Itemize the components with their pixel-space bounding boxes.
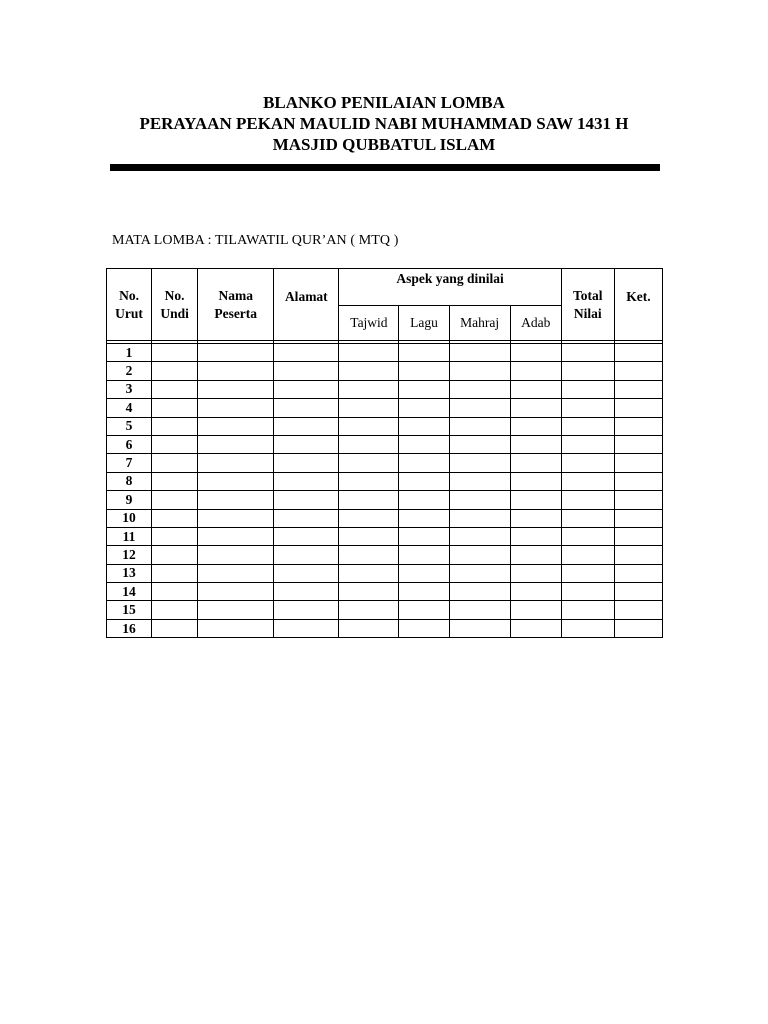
score-cell[interactable] bbox=[399, 583, 449, 601]
score-cell[interactable] bbox=[274, 454, 339, 472]
score-cell[interactable] bbox=[449, 564, 510, 582]
score-cell[interactable] bbox=[510, 509, 561, 527]
score-cell[interactable] bbox=[274, 527, 339, 545]
score-cell[interactable] bbox=[274, 601, 339, 619]
table-row bbox=[107, 435, 663, 453]
score-cell[interactable] bbox=[449, 472, 510, 490]
score-cell[interactable] bbox=[198, 527, 274, 545]
header-mahraj: Mahraj bbox=[449, 306, 510, 341]
score-cell[interactable] bbox=[561, 546, 614, 564]
score-cell[interactable] bbox=[152, 454, 198, 472]
form-header bbox=[0, 92, 768, 155]
header-nama-peserta bbox=[198, 269, 274, 341]
row-number: 16 bbox=[107, 619, 152, 637]
score-cell[interactable] bbox=[339, 399, 399, 417]
header-no-undi-line2: Undi bbox=[160, 305, 189, 321]
row-number: 4 bbox=[107, 399, 152, 417]
score-cell[interactable] bbox=[198, 417, 274, 435]
score-cell[interactable] bbox=[339, 362, 399, 380]
score-cell[interactable] bbox=[152, 380, 198, 398]
score-cell[interactable] bbox=[399, 362, 449, 380]
score-cell[interactable] bbox=[449, 435, 510, 453]
score-cell[interactable] bbox=[449, 399, 510, 417]
score-cell[interactable] bbox=[614, 362, 662, 380]
score-cell[interactable] bbox=[614, 435, 662, 453]
score-cell[interactable] bbox=[198, 546, 274, 564]
score-cell[interactable] bbox=[561, 472, 614, 490]
table-row bbox=[107, 380, 663, 398]
table-row bbox=[107, 344, 663, 362]
score-cell[interactable] bbox=[399, 435, 449, 453]
header-alamat bbox=[274, 269, 339, 341]
score-cell[interactable] bbox=[449, 619, 510, 637]
row-number: 11 bbox=[107, 527, 152, 545]
score-cell[interactable] bbox=[561, 362, 614, 380]
score-cell[interactable] bbox=[274, 564, 339, 582]
score-cell[interactable] bbox=[449, 417, 510, 435]
score-cell[interactable] bbox=[510, 546, 561, 564]
score-cell[interactable] bbox=[399, 491, 449, 509]
score-cell[interactable] bbox=[198, 583, 274, 601]
score-cell[interactable] bbox=[152, 344, 198, 362]
header-divider bbox=[110, 164, 660, 171]
score-cell[interactable] bbox=[198, 399, 274, 417]
score-cell[interactable] bbox=[198, 619, 274, 637]
score-cell[interactable] bbox=[339, 435, 399, 453]
header-no-undi bbox=[152, 269, 198, 341]
score-cell[interactable] bbox=[152, 527, 198, 545]
header-total-nilai bbox=[561, 269, 614, 341]
header-no-urut-line1: No. bbox=[119, 287, 139, 303]
score-cell[interactable] bbox=[399, 527, 449, 545]
score-cell[interactable] bbox=[152, 362, 198, 380]
header-aspek: Aspek yang dinilai bbox=[339, 269, 561, 306]
score-cell[interactable] bbox=[561, 417, 614, 435]
score-cell[interactable] bbox=[449, 454, 510, 472]
score-cell[interactable] bbox=[152, 546, 198, 564]
score-cell[interactable] bbox=[614, 417, 662, 435]
score-cell[interactable] bbox=[561, 564, 614, 582]
row-number: 15 bbox=[107, 601, 152, 619]
score-cell[interactable] bbox=[198, 362, 274, 380]
score-cell[interactable] bbox=[561, 583, 614, 601]
score-cell[interactable] bbox=[510, 380, 561, 398]
score-cell[interactable] bbox=[510, 564, 561, 582]
score-cell[interactable] bbox=[274, 417, 339, 435]
score-cell[interactable] bbox=[339, 380, 399, 398]
score-cell[interactable] bbox=[274, 619, 339, 637]
header-nama-line2: Peserta bbox=[214, 305, 258, 321]
row-number: 8 bbox=[107, 472, 152, 490]
score-cell[interactable] bbox=[561, 399, 614, 417]
score-cell[interactable] bbox=[152, 491, 198, 509]
score-cell[interactable] bbox=[274, 472, 339, 490]
score-cell[interactable] bbox=[198, 454, 274, 472]
score-cell[interactable] bbox=[561, 435, 614, 453]
header-no-undi-line1: No. bbox=[164, 287, 185, 303]
score-cell[interactable] bbox=[152, 472, 198, 490]
score-cell[interactable] bbox=[510, 417, 561, 435]
row-number: 5 bbox=[107, 417, 152, 435]
score-cell[interactable] bbox=[152, 435, 198, 453]
score-cell[interactable] bbox=[614, 472, 662, 490]
score-cell[interactable] bbox=[339, 509, 399, 527]
score-cell[interactable] bbox=[510, 454, 561, 472]
score-cell[interactable] bbox=[614, 509, 662, 527]
score-cell[interactable] bbox=[274, 380, 339, 398]
score-cell[interactable] bbox=[274, 491, 339, 509]
score-cell[interactable] bbox=[274, 546, 339, 564]
scoring-table bbox=[106, 268, 663, 638]
score-cell[interactable] bbox=[198, 435, 274, 453]
score-cell[interactable] bbox=[399, 380, 449, 398]
header-tajwid: Tajwid bbox=[339, 306, 399, 341]
row-number: 3 bbox=[107, 380, 152, 398]
score-cell[interactable] bbox=[274, 344, 339, 362]
score-cell[interactable] bbox=[449, 380, 510, 398]
score-cell[interactable] bbox=[399, 601, 449, 619]
score-cell[interactable] bbox=[510, 344, 561, 362]
score-cell[interactable] bbox=[561, 344, 614, 362]
header-nama-line1: Nama bbox=[218, 287, 253, 303]
header-no-urut-line2: Urut bbox=[115, 305, 143, 321]
row-number: 1 bbox=[107, 344, 152, 362]
score-cell[interactable] bbox=[510, 399, 561, 417]
score-cell[interactable] bbox=[510, 472, 561, 490]
score-cell[interactable] bbox=[449, 491, 510, 509]
score-cell[interactable] bbox=[614, 491, 662, 509]
table-row bbox=[107, 417, 663, 435]
score-cell[interactable] bbox=[198, 564, 274, 582]
score-cell[interactable] bbox=[614, 601, 662, 619]
table-row bbox=[107, 472, 663, 490]
score-cell[interactable] bbox=[339, 619, 399, 637]
row-number: 2 bbox=[107, 362, 152, 380]
score-cell[interactable] bbox=[274, 362, 339, 380]
form-title: BLANKO PENILAIAN LOMBA bbox=[263, 93, 505, 112]
score-cell[interactable] bbox=[339, 344, 399, 362]
score-cell[interactable] bbox=[399, 472, 449, 490]
score-cell[interactable] bbox=[152, 601, 198, 619]
score-cell[interactable] bbox=[152, 564, 198, 582]
score-cell[interactable] bbox=[449, 601, 510, 619]
score-cell[interactable] bbox=[449, 546, 510, 564]
score-cell[interactable] bbox=[399, 344, 449, 362]
header-adab: Adab bbox=[510, 306, 561, 341]
score-cell[interactable] bbox=[152, 399, 198, 417]
score-cell[interactable] bbox=[152, 583, 198, 601]
score-cell[interactable] bbox=[561, 619, 614, 637]
score-cell[interactable] bbox=[274, 399, 339, 417]
score-cell[interactable] bbox=[614, 564, 662, 582]
score-cell[interactable] bbox=[614, 619, 662, 637]
header-lagu: Lagu bbox=[399, 306, 449, 341]
score-cell[interactable] bbox=[510, 583, 561, 601]
row-number: 9 bbox=[107, 491, 152, 509]
score-cell[interactable] bbox=[510, 619, 561, 637]
score-cell[interactable] bbox=[274, 509, 339, 527]
table-row bbox=[107, 362, 663, 380]
header-ket bbox=[614, 269, 662, 341]
score-cell[interactable] bbox=[614, 583, 662, 601]
score-cell[interactable] bbox=[339, 454, 399, 472]
score-cell[interactable] bbox=[152, 417, 198, 435]
score-cell[interactable] bbox=[449, 362, 510, 380]
header-total-line1: Total bbox=[573, 287, 603, 303]
score-cell[interactable] bbox=[449, 509, 510, 527]
table-row bbox=[107, 564, 663, 582]
header-ket-label: Ket. bbox=[626, 289, 651, 304]
score-cell[interactable] bbox=[399, 454, 449, 472]
score-cell[interactable] bbox=[561, 380, 614, 398]
event-title: PERAYAAN PEKAN MAULID NABI MUHAMMAD SAW 1431 H bbox=[139, 114, 629, 133]
score-cell[interactable] bbox=[399, 564, 449, 582]
score-cell[interactable] bbox=[198, 472, 274, 490]
row-number: 6 bbox=[107, 435, 152, 453]
score-cell[interactable] bbox=[198, 509, 274, 527]
score-cell[interactable] bbox=[339, 546, 399, 564]
score-cell[interactable] bbox=[339, 417, 399, 435]
score-cell[interactable] bbox=[339, 583, 399, 601]
score-cell[interactable] bbox=[510, 491, 561, 509]
score-cell[interactable] bbox=[399, 399, 449, 417]
score-cell[interactable] bbox=[510, 601, 561, 619]
score-cell[interactable] bbox=[614, 380, 662, 398]
score-cell[interactable] bbox=[152, 619, 198, 637]
score-cell[interactable] bbox=[614, 344, 662, 362]
score-cell[interactable] bbox=[399, 509, 449, 527]
score-cell[interactable] bbox=[399, 417, 449, 435]
score-cell[interactable] bbox=[449, 344, 510, 362]
competition-subject: MATA LOMBA : TILAWATIL QUR’AN ( MTQ ) bbox=[112, 233, 399, 248]
table-row bbox=[107, 583, 663, 601]
venue-title: MASJID QUBBATUL ISLAM bbox=[272, 135, 496, 154]
row-number: 14 bbox=[107, 583, 152, 601]
score-cell[interactable] bbox=[449, 527, 510, 545]
row-number: 13 bbox=[107, 564, 152, 582]
row-number: 10 bbox=[107, 509, 152, 527]
score-cell[interactable] bbox=[614, 546, 662, 564]
score-cell[interactable] bbox=[510, 362, 561, 380]
score-cell[interactable] bbox=[339, 491, 399, 509]
score-cell[interactable] bbox=[561, 454, 614, 472]
score-cell[interactable] bbox=[510, 527, 561, 545]
score-cell[interactable] bbox=[274, 583, 339, 601]
header-total-line2: Nilai bbox=[573, 305, 602, 321]
score-cell[interactable] bbox=[614, 399, 662, 417]
score-cell[interactable] bbox=[339, 564, 399, 582]
table-row bbox=[107, 509, 663, 527]
row-number: 7 bbox=[107, 454, 152, 472]
score-cell[interactable] bbox=[561, 527, 614, 545]
score-cell[interactable] bbox=[614, 454, 662, 472]
score-cell[interactable] bbox=[561, 509, 614, 527]
score-cell[interactable] bbox=[198, 344, 274, 362]
score-cell[interactable] bbox=[198, 601, 274, 619]
score-cell[interactable] bbox=[339, 527, 399, 545]
score-cell[interactable] bbox=[198, 491, 274, 509]
score-cell[interactable] bbox=[152, 509, 198, 527]
scoring-table-body bbox=[107, 341, 663, 638]
table-row bbox=[107, 491, 663, 509]
table-row bbox=[107, 546, 663, 564]
table-row bbox=[107, 527, 663, 545]
score-cell[interactable] bbox=[339, 472, 399, 490]
score-cell[interactable] bbox=[339, 601, 399, 619]
score-cell[interactable] bbox=[614, 527, 662, 545]
score-cell[interactable] bbox=[399, 546, 449, 564]
score-cell[interactable] bbox=[510, 435, 561, 453]
header-no-urut bbox=[107, 269, 152, 341]
table-row bbox=[107, 601, 663, 619]
table-row bbox=[107, 399, 663, 417]
score-cell[interactable] bbox=[561, 491, 614, 509]
row-number: 12 bbox=[107, 546, 152, 564]
score-cell[interactable] bbox=[198, 380, 274, 398]
score-cell[interactable] bbox=[274, 435, 339, 453]
score-cell[interactable] bbox=[399, 619, 449, 637]
score-cell[interactable] bbox=[449, 583, 510, 601]
table-row bbox=[107, 619, 663, 637]
table-row bbox=[107, 454, 663, 472]
header-alamat-label: Alamat bbox=[284, 289, 328, 304]
score-cell[interactable] bbox=[561, 601, 614, 619]
